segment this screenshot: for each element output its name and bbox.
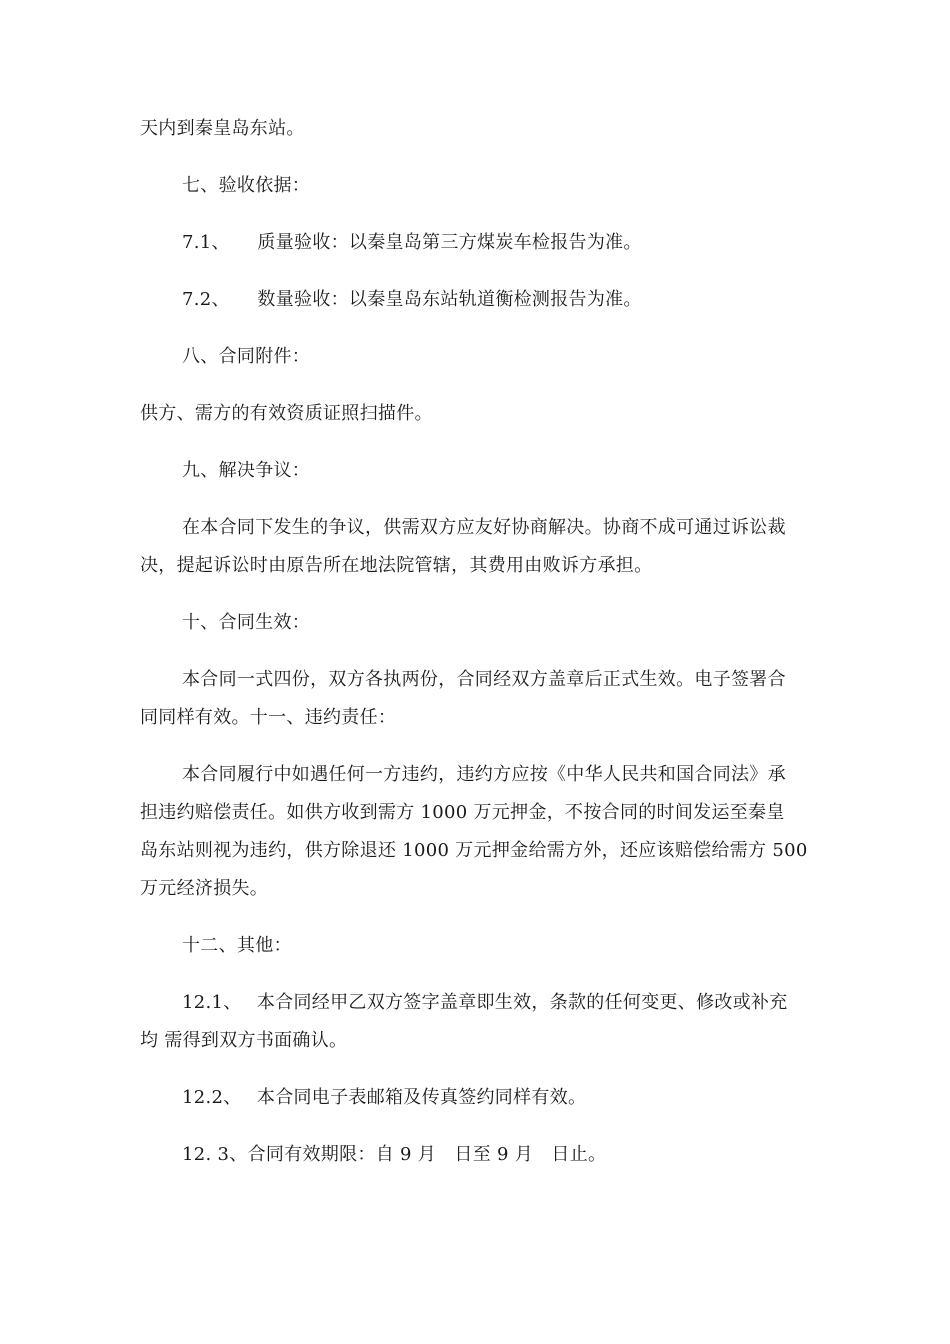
text-line: 本合同履行中如遇任何一方违约，违约方应按《中华人民共和国合同法》承: [182, 764, 786, 785]
text-line: 本合同一式四份，双方各执两份，合同经双方盖章后正式生效。电子签署合: [182, 669, 786, 690]
text-line: 担违约赔偿责任。如供方收到需方 1000 万元押金，不按合同的时间发运至秦皇: [140, 802, 785, 823]
text-line: 12.2、 本合同电子表邮箱及传真签约同样有效。: [182, 1087, 587, 1108]
text-line: 岛东站则视为违约，供方除退还 1000 万元押金给需方外，还应该赔偿给需方 500: [140, 840, 808, 861]
text-line: 7.1、 质量验收：以秦皇岛第三方煤炭车检报告为准。: [182, 232, 642, 253]
section-heading-8: 八、合同附件：: [182, 346, 311, 367]
text-line: 万元经济损失。: [140, 878, 269, 899]
text-line: 12. 3、合同有效期限：自 9 月 日至 9 月 日止。: [182, 1144, 607, 1165]
section-heading-7: 七、验收依据：: [182, 175, 311, 196]
section-heading-10: 十、合同生效：: [182, 612, 311, 633]
text-line: 同同样有效。十一、违约责任：: [140, 707, 397, 728]
section-heading-9: 九、解决争议：: [182, 460, 311, 481]
text-line: 7.2、 数量验收：以秦皇岛东站轨道衡检测报告为准。: [182, 289, 642, 310]
text-line: 决，提起诉讼时由原告所在地法院管辖，其费用由败诉方承担。: [140, 555, 653, 576]
text-line: 天内到秦皇岛东站。: [140, 118, 305, 139]
text-line: 供方、需方的有效资质证照扫描件。: [140, 403, 433, 424]
section-heading-12: 十二、其他：: [182, 935, 292, 956]
text-line: 均 需得到双方书面确认。: [140, 1030, 348, 1051]
text-line: 在本合同下发生的争议，供需双方应友好协商解决。协商不成可通过诉讼裁: [182, 517, 786, 538]
text-line: 12.1、 本合同经甲乙双方签字盖章即生效，条款的任何变更、修改或补充: [182, 992, 788, 1013]
